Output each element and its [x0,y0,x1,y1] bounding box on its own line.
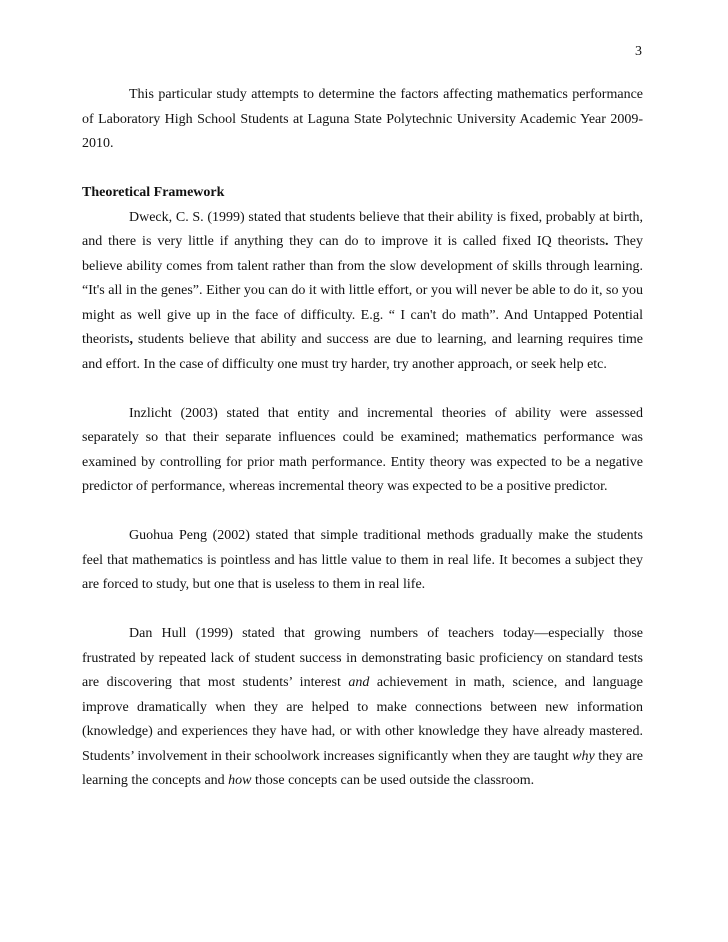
inzlicht-paragraph: Inzlicht (2003) stated that entity and incremental theories of ability were assessed separately so that their separate influences could be examined; mathematics performance was examined by controlling for prior math performance. Entity theory was expected to be a negative predictor of performance, whereas incremental theory was expected to be a positive predictor. [82,405,643,494]
dweck-bold-period: . [605,234,609,249]
hull-italic-how: how [228,773,252,788]
section-heading: Theoretical Framework [82,185,225,200]
page-number: 3 [635,44,642,59]
hull-italic-and: and [348,675,370,690]
peng-paragraph: Guohua Peng (2002) stated that simple traditional methods gradually make the students feel that mathematics is pointless and has little value to them in real life. It becomes a subject they are forced to study, but one that is useless to them in real life. [82,528,643,592]
hull-text-3: they are learning the concepts and [82,748,643,788]
dweck-paragraph [82,206,643,378]
document-body [82,83,643,794]
hull-text-1: Dan Hull (1999) stated that growing numbers of teachers today—especially those frustrated by repeated lack of student success in demonstrating basic proficiency on standard tests are discovering that most students’ interest [82,626,643,690]
paragraph-spacer [82,500,643,525]
paragraph-spacer [82,377,643,402]
hull-text-2: achievement in math, science, and language improve dramatically when they are helped to make connections between new information (knowledge) and experiences they have had, or with other knowledge they have already mastered. Students’ involvement in their schoolwork increases significantly when they are taught [82,675,643,764]
intro-paragraph: This particular study attempts to determine the factors affecting mathematics performance of Laboratory High School Students at Laguna State Polytechnic University Academic Year 2009-2010. [82,87,643,151]
hull-text-4: those concepts can be used outside the classroom. [251,773,535,788]
dweck-text-1: Dweck, C. S. (1999) stated that students believe that their ability is fixed, probably at birth, and there is very little if anything they can do to improve it is called fixed IQ theorists [82,209,643,249]
hull-paragraph [82,622,643,794]
dweck-text-2: They believe ability comes from talent rather than from the slow development of skills through learning. “It's all in the genes”. Either you can do it with little effort, or you will never be able to do it, so you might as well give up in the face of difficulty. E.g. “ I can't do math”. And Untapped Potential theorists [82,234,643,347]
dweck-bold-comma: , [129,332,133,347]
hull-italic-why: why [572,748,595,764]
paragraph-spacer [82,598,643,623]
dweck-text-3: students believe that ability and success are due to learning, and learning requires time and effort. In the case of difficulty one must try harder, try another approach, or seek help etc. [82,332,643,372]
paragraph-spacer [82,157,643,182]
